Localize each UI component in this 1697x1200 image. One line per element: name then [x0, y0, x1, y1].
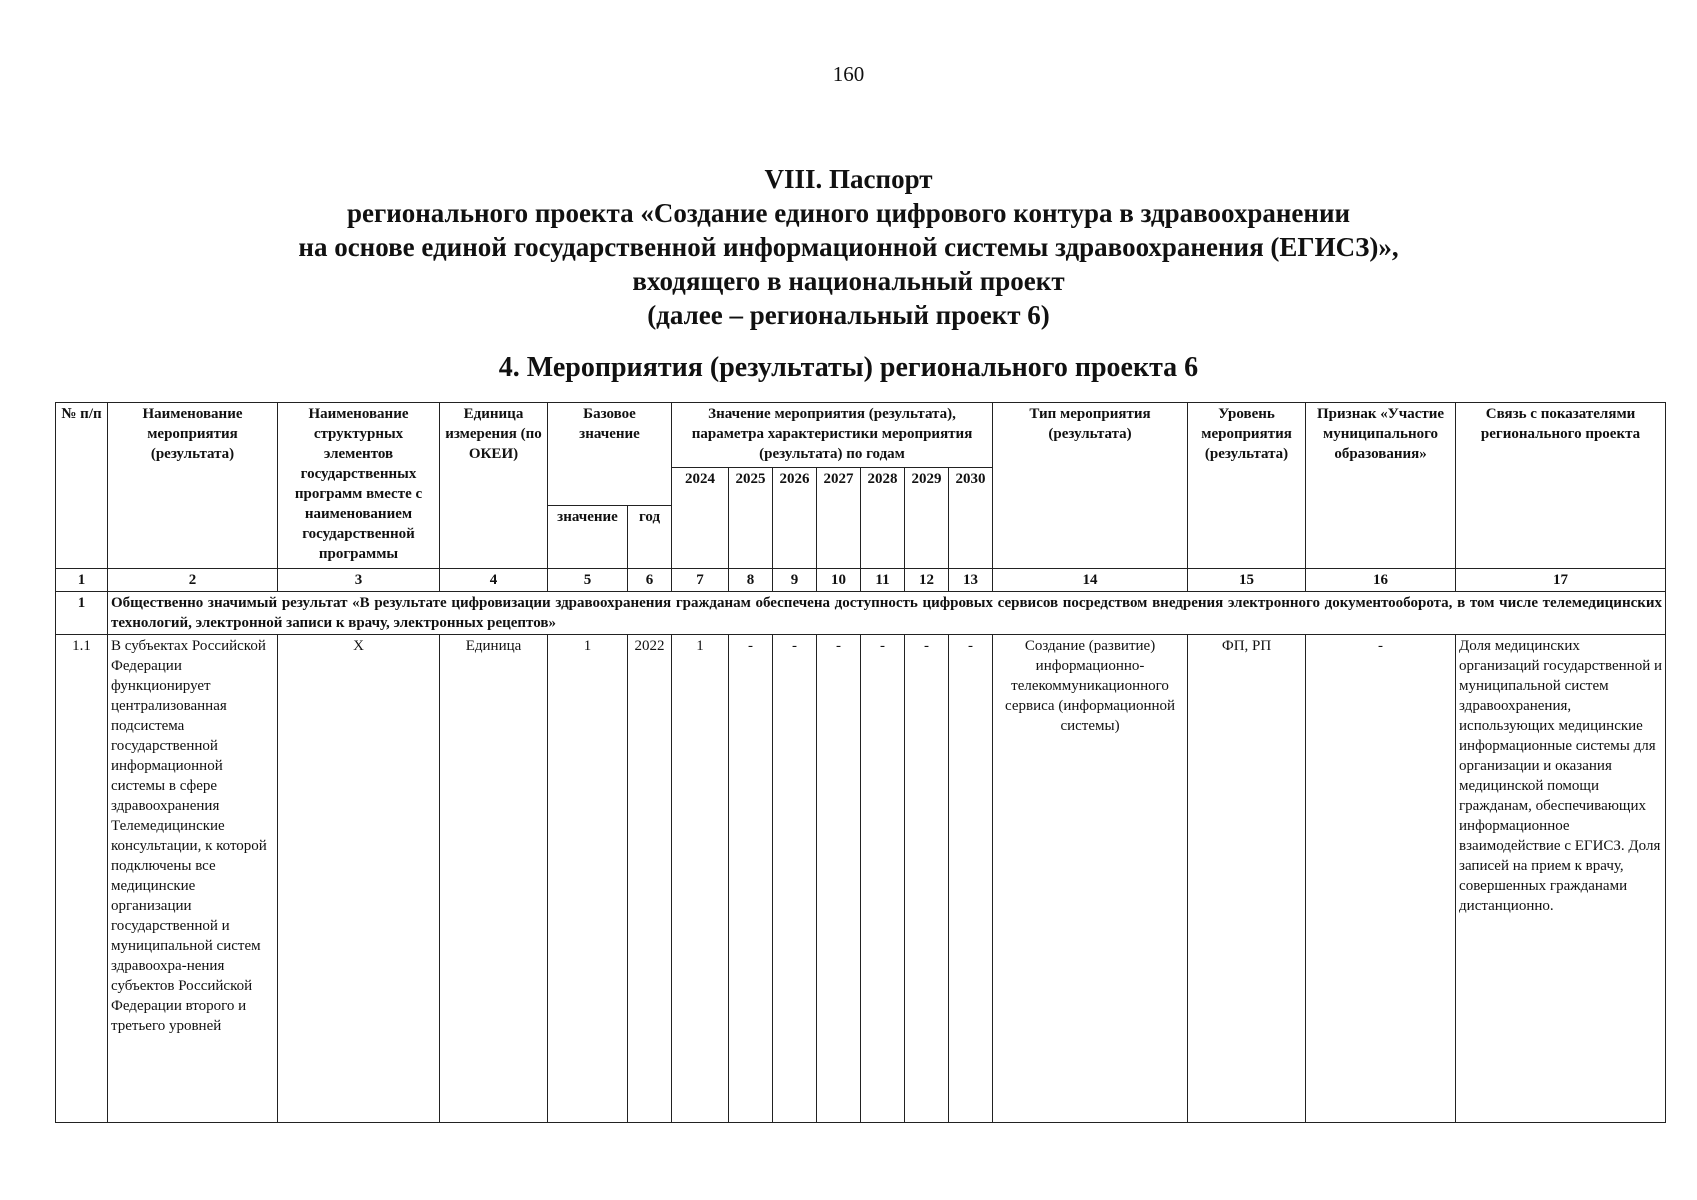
year-cell: 2028 [861, 468, 905, 569]
row-value-2030: - [949, 635, 993, 1123]
document-title [0, 162, 1697, 332]
row-name: В субъектах Российской Федерации функционирует централизованная подсистема государственной информационной системы в сфере здравоохранения Телемедицинские консультации, к которой подключены все медицинские организации государственной и муниципальной систем здравоохра-нения субъектов Российской Федерации второго и третьего уровней [108, 635, 278, 1123]
group-text: Общественно значимый результат «В результате цифровизации здравоохранения гражданам обеспечена доступность цифровых сервисов посредством внедрения электронного документооборота, в том числе телемедицинских технологий, электронной записи к врачу, электронных рецептов» [108, 592, 1666, 635]
row-num: 1.1 [56, 635, 108, 1123]
column-number: 6 [628, 569, 672, 592]
row-link: Доля медицинских организаций государственной и муниципальной систем здравоохранения, использующих медицинские информационные системы для организации и оказания медицинской помощи гражданам, обеспечивающих информационное взаимодействие с ЕГИСЗ. Доля записей на прием к врачу, совершенных гражданами дистанционно. [1456, 635, 1666, 1123]
row-base-year: 2022 [628, 635, 672, 1123]
table-row [56, 635, 1666, 1123]
column-number: 14 [993, 569, 1188, 592]
group-row [56, 592, 1666, 635]
row-value-2027: - [817, 635, 861, 1123]
column-number: 15 [1188, 569, 1306, 592]
year-cell: 2029 [905, 468, 949, 569]
year-cell: 2027 [817, 468, 861, 569]
column-number: 7 [672, 569, 729, 592]
column-number: 13 [949, 569, 993, 592]
column-number: 17 [1456, 569, 1666, 592]
title-line: (далее – региональный проект 6) [647, 300, 1050, 330]
title-line: VIII. Паспорт [764, 164, 933, 194]
column-number: 4 [440, 569, 548, 592]
header-base-value: значение [548, 506, 628, 569]
column-numbers-row [56, 569, 1666, 592]
header-level: Уровень мероприятия (результата) [1188, 403, 1306, 569]
row-type: Создание (развитие) информационно-телекоммуникационного сервиса (информационной системы) [993, 635, 1188, 1123]
row-municipal: - [1306, 635, 1456, 1123]
year-cell: 2025 [729, 468, 773, 569]
title-line: регионального проекта «Создание единого цифрового контура в здравоохранении [346, 198, 1351, 228]
row-value-2025: - [729, 635, 773, 1123]
header-municipal: Признак «Участие муниципального образования» [1306, 403, 1456, 569]
row-base-value: 1 [548, 635, 628, 1123]
column-number: 5 [548, 569, 628, 592]
column-number: 9 [773, 569, 817, 592]
year-cell: 2024 [672, 468, 729, 569]
row-value-2028: - [861, 635, 905, 1123]
column-number: 12 [905, 569, 949, 592]
header-values-by-year: Значение мероприятия (результата), параметра характеристики мероприятия (результата) по годам [672, 403, 993, 468]
column-number: 3 [278, 569, 440, 592]
title-line: на основе единой государственной информационной системы здравоохранения (ЕГИСЗ)», [298, 232, 1399, 262]
activities-table [55, 402, 1666, 1123]
year-cell: 2030 [949, 468, 993, 569]
column-number: 16 [1306, 569, 1456, 592]
column-number: 1 [56, 569, 108, 592]
header-type: Тип мероприятия (результата) [993, 403, 1188, 569]
row-unit: Единица [440, 635, 548, 1123]
year-cell: 2026 [773, 468, 817, 569]
group-num: 1 [56, 592, 108, 635]
header-structural: Наименование структурных элементов государственных программ вместе с наименованием государственной программы [278, 403, 440, 569]
column-number: 11 [861, 569, 905, 592]
header-base-year: год [628, 506, 672, 569]
column-number: 2 [108, 569, 278, 592]
header-unit: Единица измерения (по ОКЕИ) [440, 403, 548, 569]
row-value-2029: - [905, 635, 949, 1123]
column-number: 8 [729, 569, 773, 592]
header-link: Связь с показателями регионального проекта [1456, 403, 1666, 569]
page-number: 160 [832, 62, 865, 86]
section-title: 4. Мероприятия (результаты) регионального проекта 6 [498, 352, 1199, 383]
header-row [56, 403, 1666, 468]
row-structural: X [278, 635, 440, 1123]
header-num: № п/п [56, 403, 108, 569]
header-base: Базовое значение [548, 403, 672, 506]
row-value-2026: - [773, 635, 817, 1123]
header-name: Наименование мероприятия (результата) [108, 403, 278, 569]
row-value-2024: 1 [672, 635, 729, 1123]
column-number: 10 [817, 569, 861, 592]
title-line: входящего в национальный проект [632, 266, 1065, 296]
row-level: ФП, РП [1188, 635, 1306, 1123]
